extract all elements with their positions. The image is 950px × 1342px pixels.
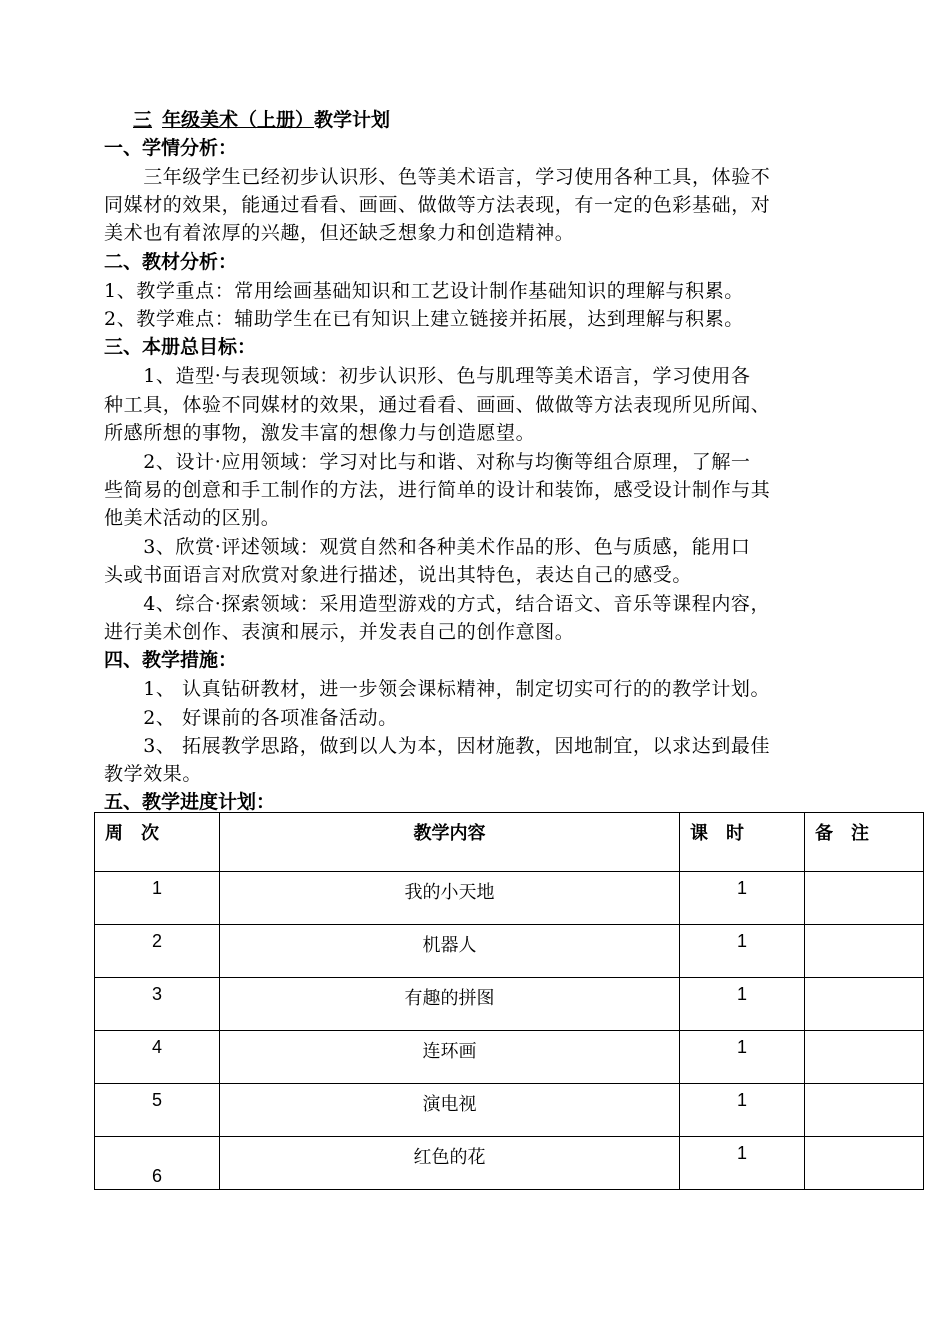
table-row [95, 1084, 924, 1137]
cell-notes [805, 872, 924, 925]
document-title [133, 106, 390, 134]
cell-content: 连环画 [220, 1031, 680, 1084]
paragraph-line: 4、综合·探索领域：采用造型游戏的方式，结合语文、音乐等课程内容， [104, 593, 771, 615]
cell-hours: 1 [680, 1137, 805, 1190]
header-week: 周 次 [95, 813, 220, 872]
paragraph-line: 2、设计·应用领域：学习对比与和谐、对称与均衡等组合原理，了解一 [104, 451, 751, 473]
header-content: 教学内容 [220, 813, 680, 872]
table-row [95, 1137, 924, 1190]
paragraph-line: 进行美术创作、表演和展示，并发表自己的创作意图。 [104, 621, 575, 643]
paragraph-line: 头或书面语言对欣赏对象进行描述，说出其特色，表达自己的感受。 [104, 564, 693, 586]
cell-hours: 1 [680, 925, 805, 978]
paragraph-line: 他美术活动的区别。 [104, 507, 281, 529]
cell-week: 3 [95, 978, 220, 1031]
cell-content: 演电视 [220, 1084, 680, 1137]
cell-week: 6 [95, 1137, 220, 1190]
paragraph-line: 同媒材的效果，能通过看看、画画、做做等方法表现，有一定的色彩基础，对 [104, 194, 771, 216]
table-row [95, 925, 924, 978]
paragraph-line: 2、 好课前的各项准备活动。 [104, 707, 398, 729]
cell-notes [805, 978, 924, 1031]
cell-hours: 1 [680, 1084, 805, 1137]
title-subject: 年级美术（上册） [162, 109, 315, 131]
paragraph-line: 三年级学生已经初步认识形、色等美术语言，学习使用各种工具，体验不 [104, 166, 771, 188]
title-grade: 三 [133, 109, 153, 131]
cell-content: 机器人 [220, 925, 680, 978]
cell-week: 2 [95, 925, 220, 978]
paragraph-line: 1、造型·与表现领域：初步认识形、色与肌理等美术语言，学习使用各 [104, 365, 751, 387]
cell-hours: 1 [680, 978, 805, 1031]
schedule-table [94, 812, 924, 1190]
table-row [95, 872, 924, 925]
header-hours: 课 时 [680, 813, 805, 872]
cell-notes [805, 1031, 924, 1084]
paragraph-line: 1、 认真钻研教材，进一步领会课标精神，制定切实可行的的教学计划。 [104, 678, 771, 700]
header-notes: 备 注 [805, 813, 924, 872]
paragraph-line: 教学效果。 [104, 763, 203, 785]
paragraph-line: 种工具，体验不同媒材的效果，通过看看、画画、做做等方法表现所见所闻、 [104, 394, 771, 416]
cell-week: 5 [95, 1084, 220, 1137]
paragraph-line: 3、 拓展教学思路，做到以人为本，因材施教，因地制宜，以求达到最佳 [104, 735, 771, 757]
paragraph-line: 1、教学重点：常用绘画基础知识和工艺设计制作基础知识的理解与积累。 [104, 280, 744, 302]
section-heading-student-analysis: 一、学情分析： [104, 137, 238, 159]
cell-content: 我的小天地 [220, 872, 680, 925]
cell-hours: 1 [680, 1031, 805, 1084]
cell-notes [805, 1137, 924, 1190]
table-header-row [95, 813, 924, 872]
section-heading-textbook-analysis: 二、教材分析： [104, 251, 238, 273]
table-row [95, 1031, 924, 1084]
table-row [95, 978, 924, 1031]
title-suffix: 教学计划 [314, 109, 391, 131]
cell-week: 1 [95, 872, 220, 925]
section-heading-schedule: 五、教学进度计划： [104, 791, 276, 813]
cell-week: 4 [95, 1031, 220, 1084]
paragraph-line: 些简易的创意和手工制作的方法，进行简单的设计和装饰，感受设计制作与其 [104, 479, 771, 501]
paragraph-line: 所感所想的事物，激发丰富的想像力与创造愿望。 [104, 422, 536, 444]
cell-content: 有趣的拼图 [220, 978, 680, 1031]
section-heading-overall-goals: 三、本册总目标： [104, 336, 257, 358]
section-heading-teaching-measures: 四、教学措施： [104, 649, 238, 671]
paragraph-line: 3、欣赏·评述领域：观赏自然和各种美术作品的形、色与质感，能用口 [104, 536, 751, 558]
cell-notes [805, 1084, 924, 1137]
paragraph-line: 2、教学难点：辅助学生在已有知识上建立链接并拓展，达到理解与积累。 [104, 308, 744, 330]
cell-notes [805, 925, 924, 978]
cell-content: 红色的花 [220, 1137, 680, 1190]
paragraph-line: 美术也有着浓厚的兴趣，但还缺乏想象力和创造精神。 [104, 222, 575, 244]
cell-hours: 1 [680, 872, 805, 925]
